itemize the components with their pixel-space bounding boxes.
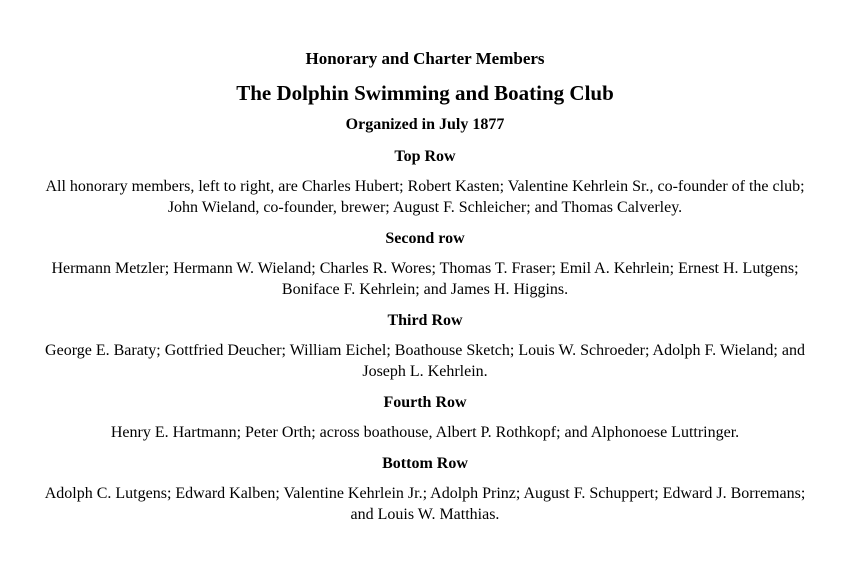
document-heading: Honorary and Charter Members [305,49,545,68]
document-title: The Dolphin Swimming and Boating Club [236,81,614,105]
section-heading: Second row [385,230,465,247]
section-third-row [0,310,850,382]
section-text: George E. Baraty; Gottfried Deucher; William Eichel; Boathouse Sketch; Louis W. Schroeder; Adolph F. Wieland; and Joseph L. Kehrlein. [45,342,805,380]
section-text: Henry E. Hartmann; Peter Orth; across boathouse, Albert P. Rothkopf; and Alphonoese Luttringer. [110,424,740,441]
document-subtitle: Organized in July 1877 [345,116,505,133]
section-text: All honorary members, left to right, are Charles Hubert; Robert Kasten; Valentine Kehrlein Sr., co-founder of the club; John Wieland, co-founder, brewer; August F. Schleicher; and Thomas Calverley. [45,178,805,216]
section-heading: Fourth Row [383,394,467,411]
section-heading: Bottom Row [382,455,468,472]
section-bottom-row [0,453,850,525]
section-second-row [0,228,850,300]
section-text: Hermann Metzler; Hermann W. Wieland; Charles R. Wores; Thomas T. Fraser; Emil A. Kehrlein; Ernest H. Lutgens; Boniface F. Kehrlein; and James H. Higgins. [51,260,799,298]
section-text: Adolph C. Lutgens; Edward Kalben; Valentine Kehrlein Jr.; Adolph Prinz; August F. Schuppert; Edward J. Borremans; and Louis W. Matthias. [44,485,806,523]
section-fourth-row [0,392,850,443]
section-top-row [0,146,850,218]
section-heading: Top Row [394,148,456,165]
section-heading: Third Row [387,312,463,329]
